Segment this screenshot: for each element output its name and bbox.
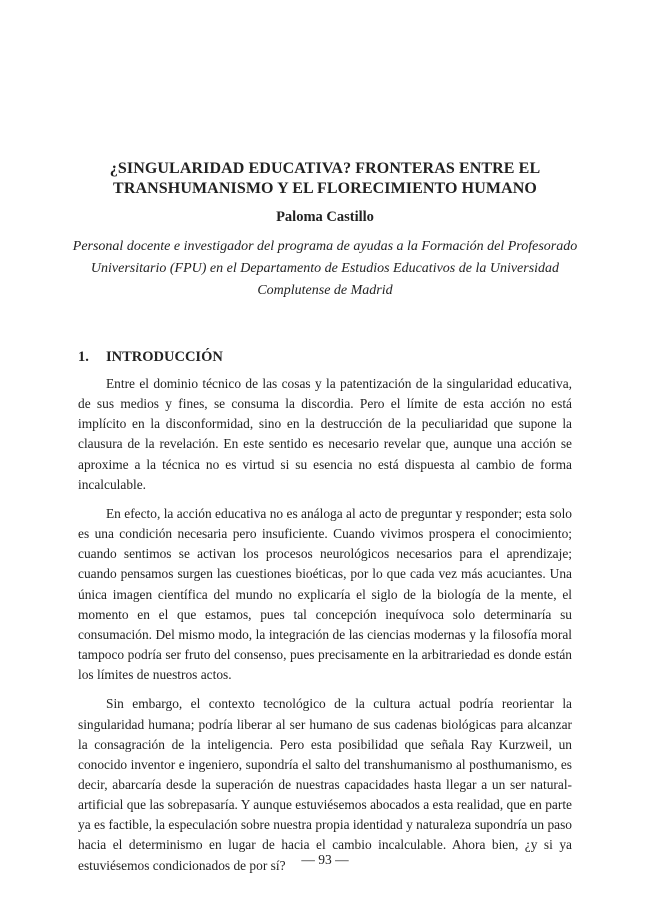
section-heading: [78, 349, 223, 366]
section-title: INTRODUCCIÓN: [106, 349, 223, 365]
article-title: [78, 159, 572, 199]
author-name: Paloma Castillo: [276, 209, 374, 225]
paragraph-1: Entre el dominio técnico de las cosas y la patentización de la singularidad educativa, de sus medios y fines, se consuma la discordia. Pero el límite de esta acción no está implícito en la disconformidad, sino en la destrucción de la peculiaridad que supone la clausura de la revelación. En este sentido es necesario revelar que, aunque una acción se aproxime a la técnica no es virtud si su esencia no está dispuesta al cambio de forma incalculable.: [78, 376, 572, 492]
author-affiliation: Personal docente e investigador del programa de ayudas a la Formación del Profesorado Universitario (FPU) en el Departamento de Estudios Educativos de la Universidad Complutense de Madrid: [72, 239, 578, 298]
title-line-2: TRANSHUMANISMO Y EL FLORECIMIENTO HUMANO: [113, 180, 537, 197]
title-line-1: ¿SINGULARIDAD EDUCATIVA? FRONTERAS ENTRE EL: [109, 160, 541, 177]
page: [72, 0, 578, 917]
paragraph-3: Sin embargo, el contexto tecnológico de la cultura actual podría reorientar la singularidad humana; podría liberar al ser humano de sus cadenas biológicas para alcanzar la consagración de la inteligencia. Pero esta posibilidad que señala Ray Kurzweil, un conocido inventor e ingeniero, supondría el salto del transhumanismo al posthumanismo, es decir, abarcaría desde la superación de nuestras capacidades hasta llegar a un ser natural-artificial que las sobrepasaría. Y aunque estuviésemos abocados a esta realidad, que en parte ya es factible, la especulación sobre nuestra propia identidad y naturaleza supondría un paso hacia el determinismo en lugar de hacia el cambio incalculable. Ahora bien, ¿y si ya estuviésemos condicionados de por sí?: [78, 696, 572, 873]
section-number: 1.: [78, 349, 89, 365]
body-text: [78, 374, 572, 885]
paragraph-2: En efecto, la acción educativa no es análoga al acto de preguntar y responder; esta solo es una condición necesaria pero insuficiente. Cuando vivimos prospera el conocimiento; cuando sentimos se activan los procesos neurológicos necesarios para el aprendizaje; cuando pensamos surgen las cuestiones bioéticas, por lo que cada vez más acuciantes. Una única imagen científica del mundo no explicaría el siglo de la biología de la mente, el momento en el que estamos, pues tal concepción inequívoca solo determinaría su consumación. Del mismo modo, la integración de las ciencias modernas y la filosofía moral tampoco podría ser fruto del consenso, pues precisamente en la arbitrariedad es donde están los límites de nuestros actos.: [78, 505, 572, 683]
page-number: — 93 —: [301, 852, 349, 867]
